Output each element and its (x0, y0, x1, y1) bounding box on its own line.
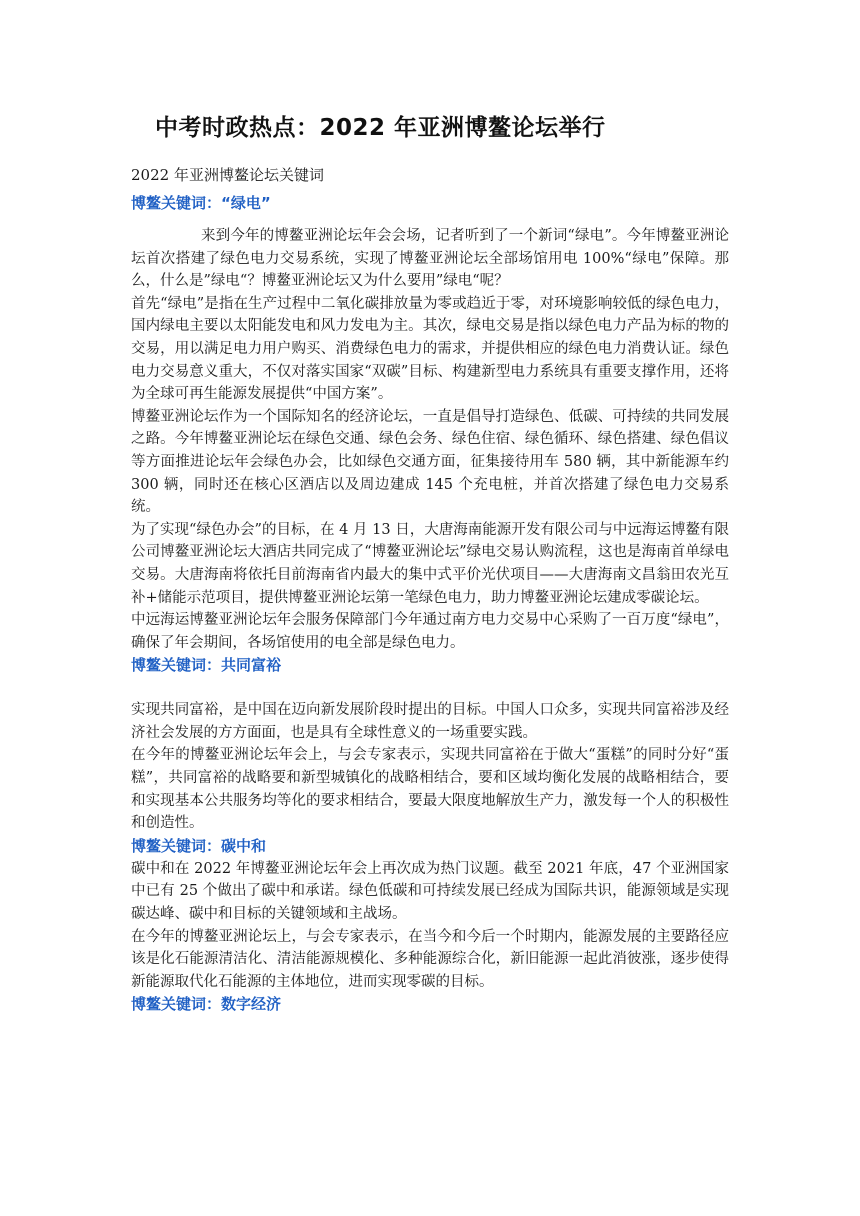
document-subtitle: 2022 年亚洲博鳌论坛关键词 (131, 166, 324, 184)
paragraph: 碳中和在 2022 年博鳌亚洲论坛年会上再次成为热门议题。截至 2021 年底，47 个亚洲国家中已有 25 个做出了碳中和承诺。绿色低碳和可持续发展已经成为国际共识，能源领域是实现碳达峰、碳中和目标的关键领域和主战场。 (131, 860, 729, 923)
document-body (131, 106, 729, 1016)
paragraph: 在今年的博鳌亚洲论坛上，与会专家表示，在当今和今后一个时期内，能源发展的主要路径应该是化石能源清洁化、清洁能源规模化、多种能源综合化，新旧能源一起此消彼涨，逐步使得新能源取代化石能源的主体地位，进而实现零碳的目标。 (131, 928, 729, 990)
section-heading-common-prosperity: 博鳌关键词：共同富裕 (131, 656, 282, 675)
paragraph: 来到今年的博鳌亚洲论坛年会会场，记者听到了一个新词“绿电”。今年博鳌亚洲论坛首次搭建了绿色电力交易系统，实现了博鳌亚洲论坛全部场馆用电 100%“绿电”保障。那么，什么是”绿电“？博鳌亚洲论坛又为什么要用”绿电“呢？ (131, 228, 729, 290)
paragraph: 博鳌亚洲论坛作为一个国际知名的经济论坛，一直是倡导打造绿色、低碳、可持续的共同发展之路。今年博鳌亚洲论坛在绿色交通、绿色会务、绿色住宿、绿色循环、绿色搭建、绿色倡议等方面推进论坛年会绿色办会，比如绿色交通方面，征集接待用车 580 辆，其中新能源车约 300 辆，同时还在核心区酒店以及周边建成 145 个充电桩，并首次搭建了绿色电力交易系统。 (131, 408, 729, 516)
section-heading-green-power: 博鳌关键词：“绿电” (131, 194, 271, 212)
paragraph: 实现共同富裕，是中国在迈向新发展阶段时提出的目标。中国人口众多，实现共同富裕涉及经济社会发展的方方面面，也是具有全球性意义的一场重要实践。 (131, 702, 729, 741)
paragraph: 为了实现“绿色办会”的目标，在 4 月 13 日，大唐海南能源开发有限公司与中远海运博鳌有限公司博鳌亚洲论坛大酒店共同完成了“博鳌亚洲论坛”绿电交易认购流程，这也是海南首单绿电交易。大唐海南将依托目前海南省内最大的集中式平价光伏项目——大唐海南文昌翁田农光互补+储能示范项目，提供博鳌亚洲论坛第一笔绿色电力，助力博鳌亚洲论坛建成零碳论坛。 (131, 521, 729, 606)
paragraph: 首先“绿电”是指在生产过程中二氧化碳排放量为零或趋近于零，对环境影响较低的绿色电力，国内绿电主要以太阳能发电和风力发电为主。其次，绿电交易是指以绿色电力产品为标的物的交易，用以满足电力用户购买、消费绿色电力的需求，并提供相应的绿色电力消费认证。绿色电力交易意义重大，不仅对落实国家“双碳”目标、构建新型电力系统具有重要支撑作用，还将为全球可再生能源发展提供“中国方案”。 (131, 295, 729, 403)
document-title: 中考时政热点：2022 年亚洲博鳌论坛举行 (155, 115, 606, 141)
paragraph: 中远海运博鳌亚洲论坛年会服务保障部门今年通过南方电力交易中心采购了一百万度“绿电”，确保了年会期间，各场馆使用的电全部是绿色电力。 (131, 612, 729, 651)
paragraph: 在今年的博鳌亚洲论坛年会上，与会专家表示，实现共同富裕在于做大“蛋糕”的同时分好“蛋糕”，共同富裕的战略要和新型城镇化的战略相结合，要和区域均衡化发展的战略相结合，要和实现基本公共服务均等化的要求相结合，要最大限度地解放生产力，激发每一个人的积极性和创造性。 (131, 747, 729, 832)
section-heading-digital-economy: 博鳌关键词：数字经济 (131, 995, 282, 1014)
section-heading-carbon-neutrality: 博鳌关键词：碳中和 (131, 836, 267, 855)
